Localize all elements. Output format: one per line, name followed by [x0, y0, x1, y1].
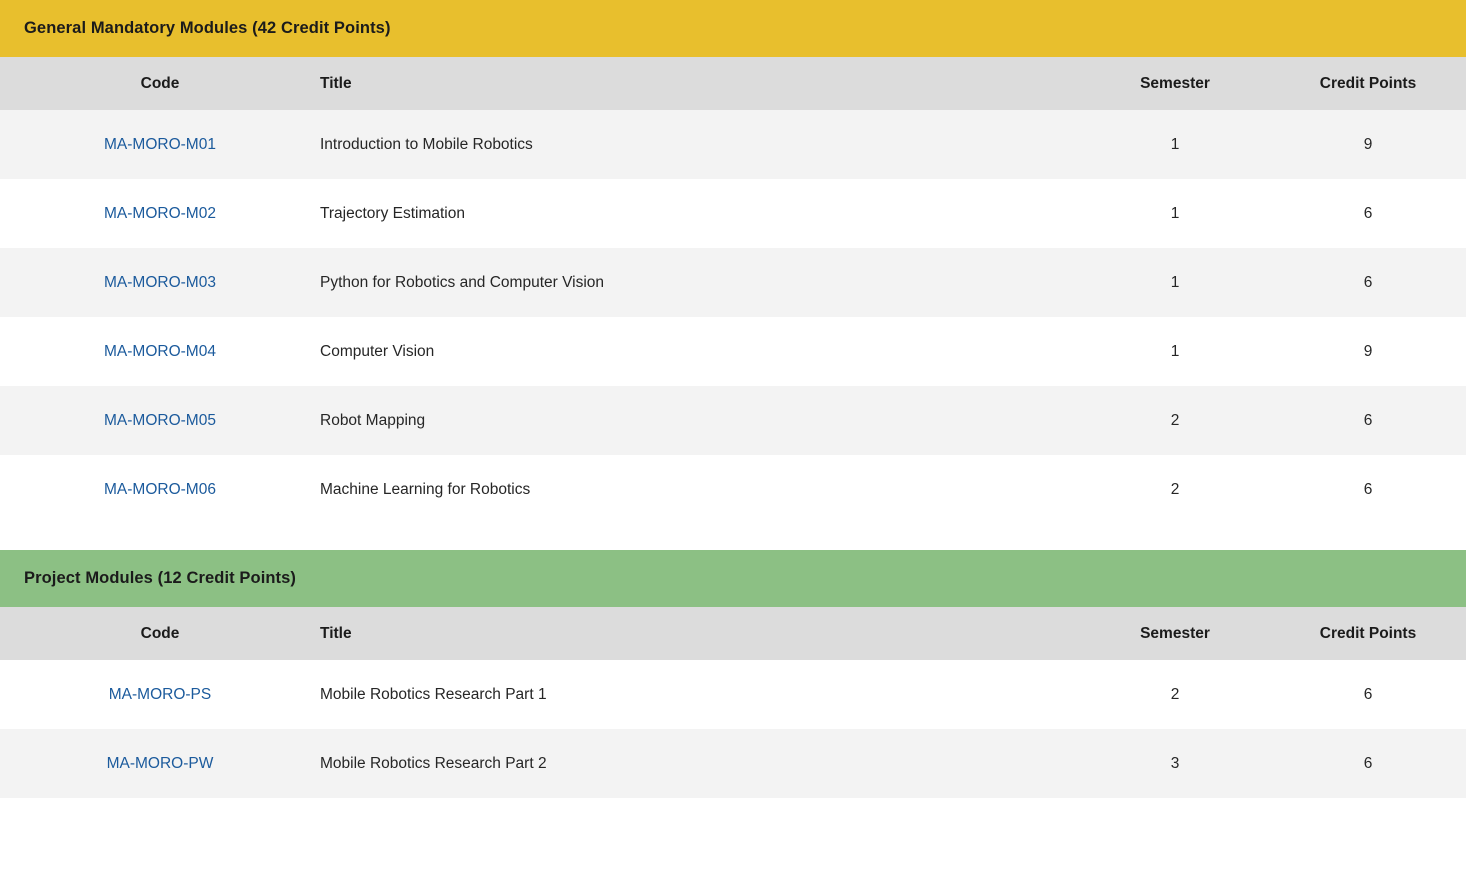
cell-semester: 1 [1170, 342, 1180, 360]
cell-semester: 3 [1170, 754, 1180, 772]
modules-table-project [0, 607, 1466, 798]
cell-code [0, 179, 320, 248]
cell-title: Mobile Robotics Research Part 2 [320, 754, 547, 772]
section-header-project-modules: Project Modules (12 Credit Points) [0, 550, 1466, 607]
cell-credit-points: 6 [1363, 754, 1373, 772]
section-project-modules [0, 550, 1466, 798]
section-header-general-mandatory-modules: General Mandatory Modules (42 Credit Points) [0, 0, 1466, 57]
table-body [0, 110, 1466, 524]
table-row [0, 317, 1466, 386]
module-code-link[interactable]: MA-MORO-M04 [104, 342, 216, 360]
module-code-link[interactable]: MA-MORO-M03 [104, 273, 216, 291]
cell-semester: 1 [1170, 273, 1180, 291]
cell-credit-points: 6 [1363, 685, 1373, 703]
cell-title: Python for Robotics and Computer Vision [320, 273, 605, 291]
table-header-row [0, 57, 1466, 110]
cell-code [0, 729, 320, 798]
cell-semester: 1 [1170, 135, 1180, 153]
cell-code [0, 110, 320, 179]
table-row [0, 248, 1466, 317]
cell-credit-points: 9 [1363, 135, 1373, 153]
cell-title: Mobile Robotics Research Part 1 [320, 685, 547, 703]
table-body [0, 660, 1466, 798]
column-header-code: Code [0, 57, 320, 110]
cell-code [0, 455, 320, 524]
table-row [0, 455, 1466, 524]
cell-credit-points: 6 [1363, 204, 1373, 222]
cell-code [0, 660, 320, 729]
cell-title: Robot Mapping [320, 411, 426, 429]
column-header-credit-points: Credit Points [1270, 57, 1466, 110]
module-code-link[interactable]: MA-MORO-PW [106, 754, 214, 772]
table-row [0, 660, 1466, 729]
cell-semester: 2 [1170, 480, 1180, 498]
column-header-code: Code [0, 607, 320, 660]
cell-credit-points: 9 [1363, 342, 1373, 360]
cell-code [0, 248, 320, 317]
table-row [0, 110, 1466, 179]
module-code-link[interactable]: MA-MORO-M01 [104, 135, 216, 153]
column-header-title: Title [320, 607, 1080, 660]
cell-semester: 2 [1170, 411, 1180, 429]
module-code-link[interactable]: MA-MORO-M06 [104, 480, 216, 498]
cell-title: Machine Learning for Robotics [320, 480, 531, 498]
table-row [0, 386, 1466, 455]
module-code-link[interactable]: MA-MORO-M05 [104, 411, 216, 429]
cell-code [0, 317, 320, 386]
cell-title: Trajectory Estimation [320, 204, 465, 222]
table-head [0, 607, 1466, 660]
table-row [0, 729, 1466, 798]
module-code-link[interactable]: MA-MORO-M02 [104, 204, 216, 222]
column-header-semester: Semester [1080, 607, 1270, 660]
column-header-credit-points: Credit Points [1270, 607, 1466, 660]
table-row [0, 179, 1466, 248]
cell-semester: 2 [1170, 685, 1180, 703]
table-head [0, 57, 1466, 110]
cell-semester: 1 [1170, 204, 1180, 222]
cell-title: Computer Vision [320, 342, 435, 360]
cell-title: Introduction to Mobile Robotics [320, 135, 533, 153]
cell-credit-points: 6 [1363, 411, 1373, 429]
cell-code [0, 386, 320, 455]
cell-credit-points: 6 [1363, 273, 1373, 291]
column-header-title: Title [320, 57, 1080, 110]
cell-credit-points: 6 [1363, 480, 1373, 498]
module-code-link[interactable]: MA-MORO-PS [108, 685, 212, 703]
table-header-row [0, 607, 1466, 660]
column-header-semester: Semester [1080, 57, 1270, 110]
modules-table-general-mandatory [0, 57, 1466, 524]
